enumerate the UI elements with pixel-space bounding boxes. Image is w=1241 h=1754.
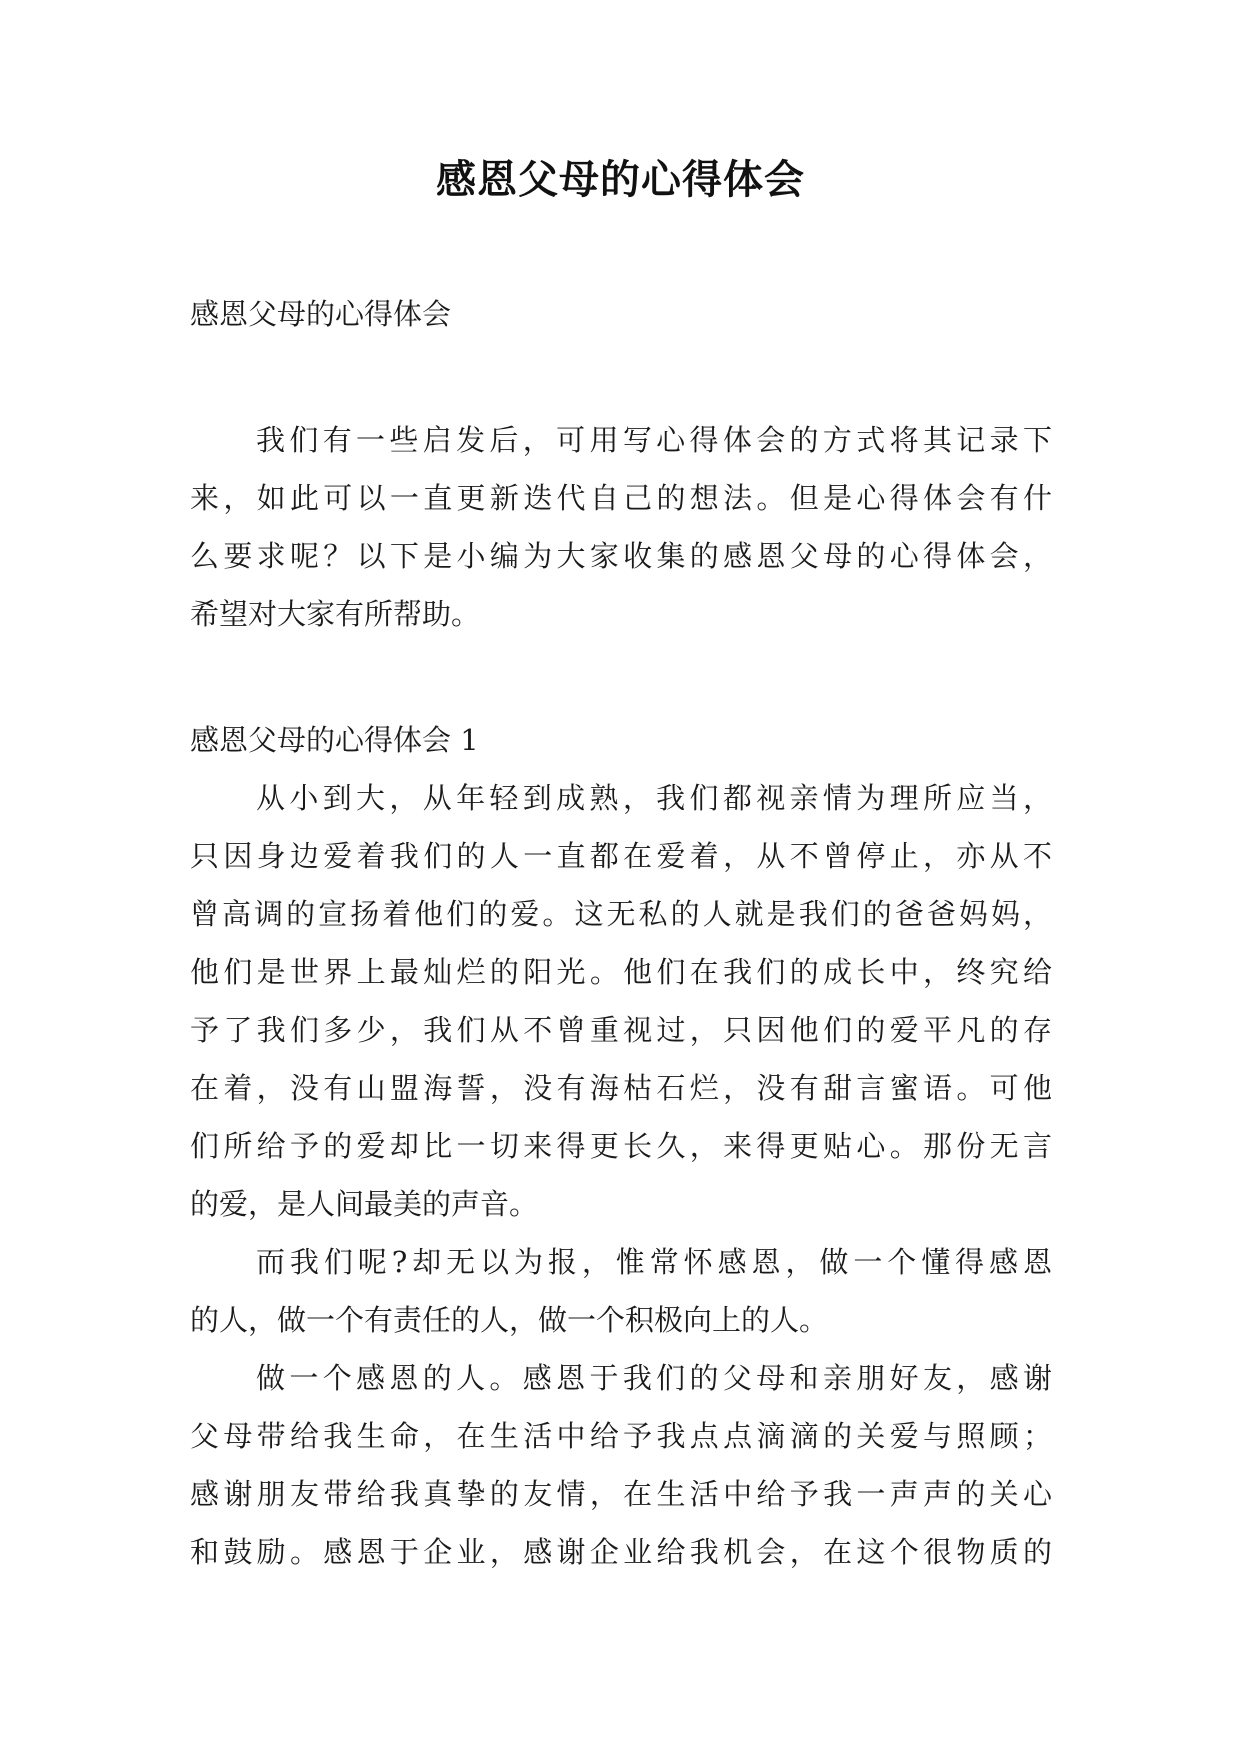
paragraph-line: 父母带给我生命，在生活中给予我点点滴滴的关爱与照顾； — [190, 1419, 1052, 1453]
paragraph-3 — [190, 1349, 1052, 1581]
intro-line: 我们有一些启发后，可用写心得体会的方式将其记录下 — [256, 423, 1052, 457]
paragraph-2 — [190, 1233, 1052, 1349]
paragraph-line: 的人，做一个有责任的人，做一个积极向上的人。 — [190, 1303, 829, 1337]
paragraph-line: 和鼓励。感恩于企业，感谢企业给我机会，在这个很物质的 — [190, 1535, 1052, 1569]
spacer — [190, 643, 1052, 711]
paragraph-line: 们所给予的爱却比一切来得更长久，来得更贴心。那份无言 — [190, 1129, 1052, 1163]
paragraph-line: 做一个感恩的人。感恩于我们的父母和亲朋好友，感谢 — [256, 1361, 1052, 1395]
paragraph-line: 的爱，是人间最美的声音。 — [190, 1187, 539, 1221]
spacer — [190, 343, 1052, 411]
paragraph-line: 只因身边爱着我们的人一直都在爱着，从不曾停止，亦从不 — [190, 839, 1052, 873]
intro-paragraph — [190, 411, 1052, 643]
document-title: 感恩父母的心得体会 — [436, 156, 805, 203]
document-body — [190, 285, 1052, 1581]
intro-line: 么要求呢？以下是小编为大家收集的感恩父母的心得体会， — [190, 539, 1052, 573]
intro-line: 希望对大家有所帮助。 — [190, 597, 481, 631]
paragraph-1 — [190, 769, 1052, 1233]
intro-line: 来，如此可以一直更新迭代自己的想法。但是心得体会有什 — [190, 481, 1052, 515]
section-heading: 感恩父母的心得体会 1 — [190, 723, 479, 757]
paragraph-line: 而我们呢?却无以为报，惟常怀感恩，做一个懂得感恩 — [256, 1245, 1052, 1279]
document-subtitle: 感恩父母的心得体会 — [190, 297, 452, 331]
paragraph-line: 他们是世界上最灿烂的阳光。他们在我们的成长中，终究给 — [190, 955, 1052, 989]
paragraph-line: 从小到大，从年轻到成熟，我们都视亲情为理所应当， — [256, 781, 1052, 815]
paragraph-line: 曾高调的宣扬着他们的爱。这无私的人就是我们的爸爸妈妈， — [190, 897, 1052, 931]
paragraph-line: 在着，没有山盟海誓，没有海枯石烂，没有甜言蜜语。可他 — [190, 1071, 1052, 1105]
paragraph-line: 予了我们多少，我们从不曾重视过，只因他们的爱平凡的存 — [190, 1013, 1052, 1047]
paragraph-line: 感谢朋友带给我真挚的友情，在生活中给予我一声声的关心 — [190, 1477, 1052, 1511]
